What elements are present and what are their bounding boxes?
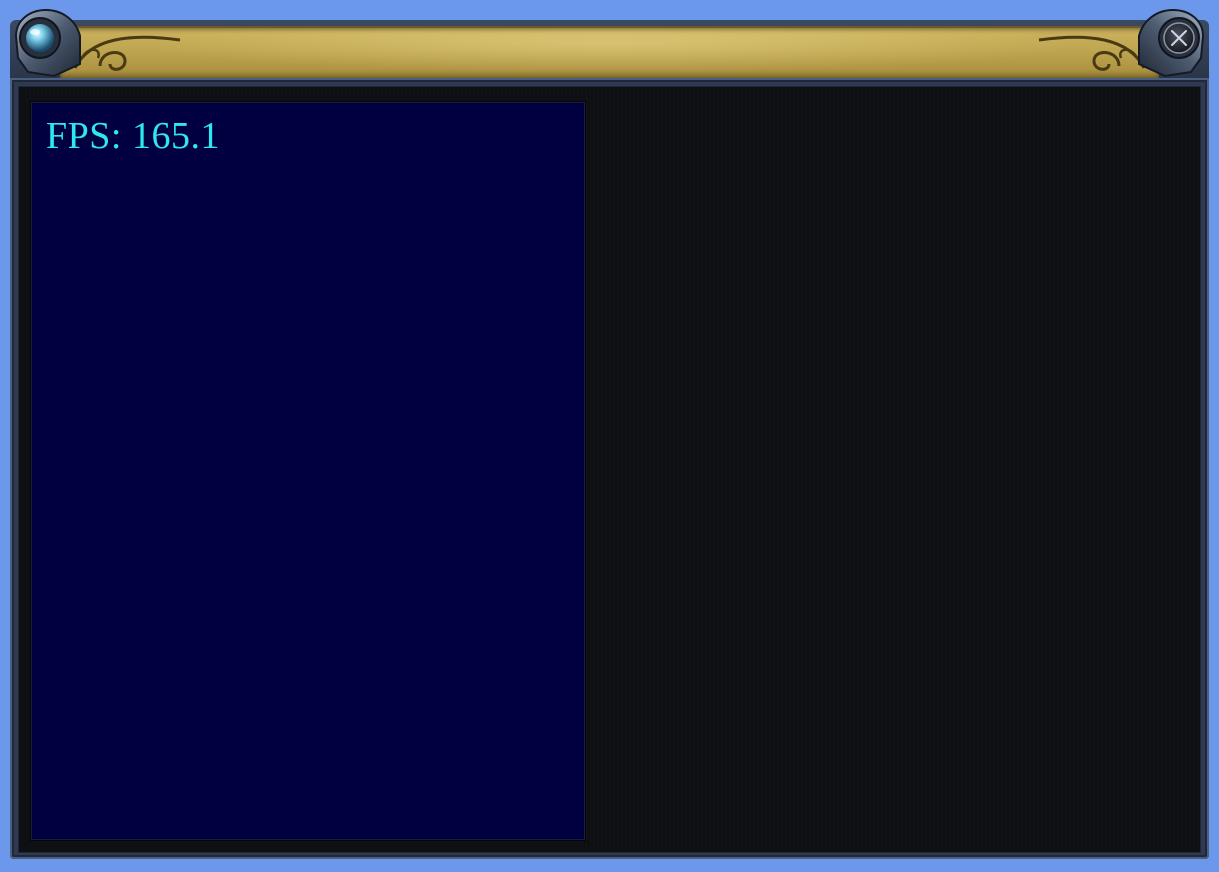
fps-panel	[31, 102, 585, 840]
game-window	[10, 6, 1209, 859]
orb-icon	[10, 6, 82, 78]
scroll-ornament-right-icon	[1029, 28, 1149, 78]
window-frame	[10, 78, 1209, 859]
fps-counter: FPS: 165.1	[46, 115, 220, 157]
close-icon[interactable]	[1137, 6, 1209, 78]
title-bar[interactable]	[10, 6, 1209, 80]
scroll-ornament-left-icon	[70, 28, 190, 78]
title-bar-gold-banner	[60, 26, 1159, 80]
content-area	[18, 86, 1201, 853]
